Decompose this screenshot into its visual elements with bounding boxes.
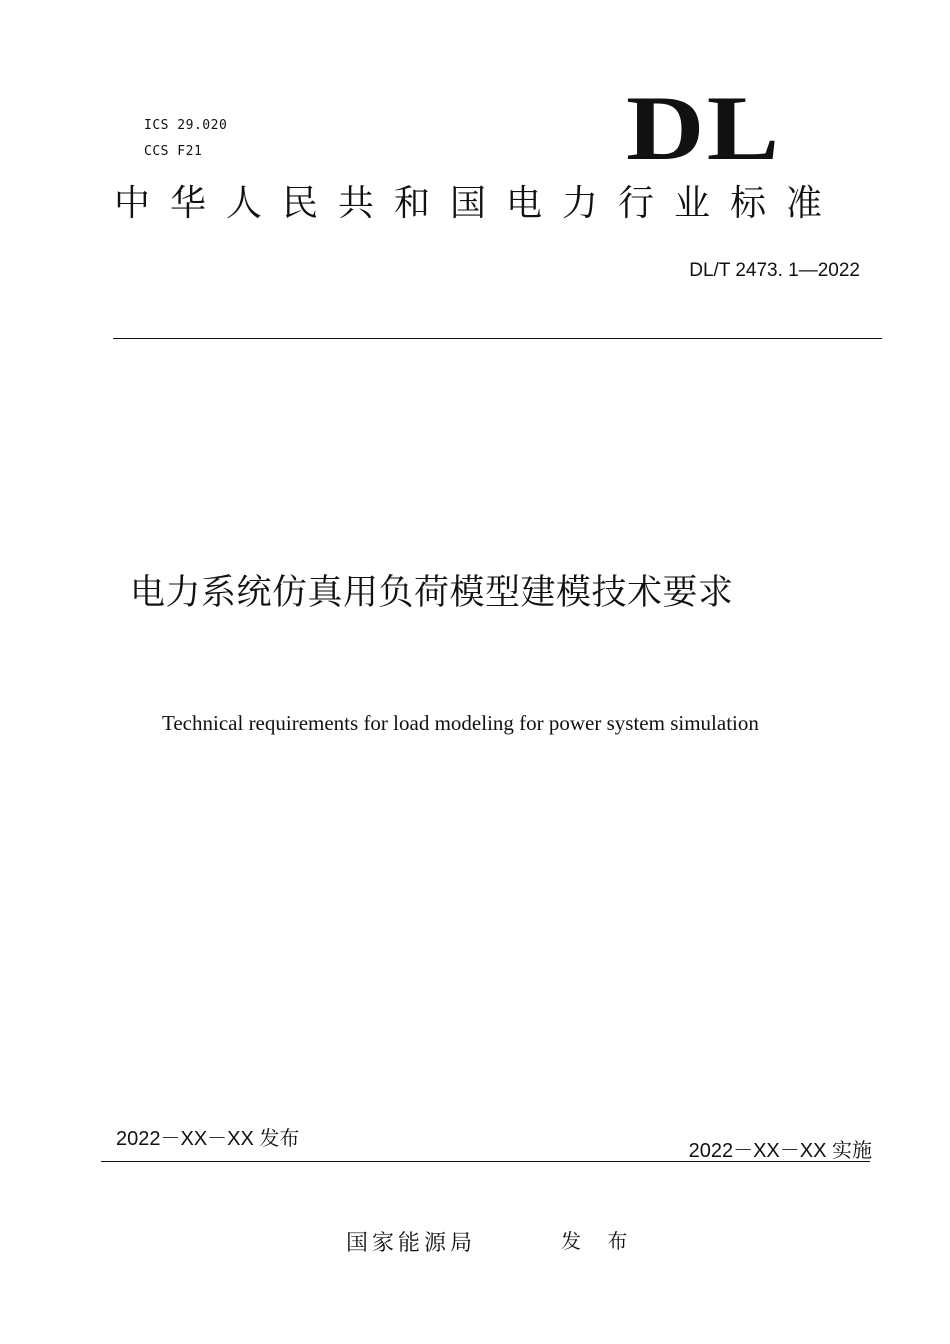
document-title-chinese: 电力系统仿真用负荷模型建模技术要求: [130, 573, 734, 613]
document-title-english: Technical requirements for load modeling for power system simulation: [162, 711, 759, 735]
ics-code: ICS 29.020: [144, 118, 228, 133]
issue-date: 2022－XX－XX 发布: [116, 1128, 300, 1150]
implementation-date: 2022－XX－XX 实施: [688, 1140, 872, 1162]
bottom-divider: [101, 1161, 870, 1162]
standard-number: DL/T 2473. 1—2022: [689, 260, 860, 281]
standard-type-title: 中华人民共和国电力行业标准: [114, 183, 843, 224]
dl-logo: DL: [626, 77, 782, 179]
top-divider: [113, 338, 882, 339]
publish-label: 发 布: [561, 1229, 638, 1253]
ccs-code: CCS F21: [144, 144, 203, 159]
publisher-name: 国家能源局: [346, 1231, 477, 1256]
